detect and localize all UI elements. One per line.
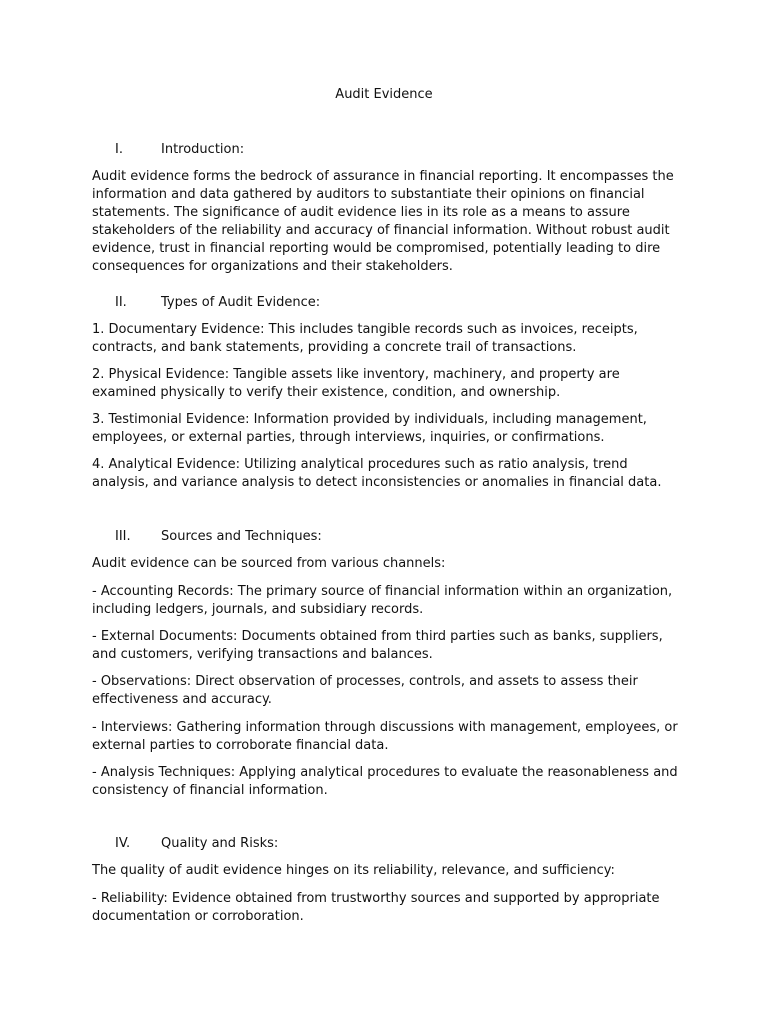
paragraph-documentary-evidence: 1. Documentary Evidence: This includes tangible records such as invoices, receipts, contracts, and bank statements, providing a concrete trail of transactions. [92, 322, 638, 355]
section-label: Sources and Techniques: [161, 529, 322, 544]
paragraph-analytical-evidence: 4. Analytical Evidence: Utilizing analytical procedures such as ratio analysis, trend analysis, and variance analysis to detect inconsistencies or anomalies in financial data. [92, 457, 662, 490]
document-title: Audit Evidence [335, 87, 433, 102]
section-label: Quality and Risks: [161, 836, 279, 851]
paragraph-accounting-records: - Accounting Records: The primary source of financial information within an organization, including ledgers, journals, and subsidiary records. [92, 584, 673, 617]
section-label: Introduction: [161, 142, 245, 157]
paragraph-reliability: - Reliability: Evidence obtained from trustworthy sources and supported by appropriate documentation or corroboration. [92, 891, 660, 924]
section-number: III. [115, 529, 131, 544]
paragraph-introduction: Audit evidence forms the bedrock of assurance in financial reporting. It encompasses the information and data gathered by auditors to substantiate their opinions on financial statements. The significance of audit evidence lies in its role as a means to assure stakeholders of the reliability and accuracy of financial information. Without robust audit evidence, trust in financial reporting would be compromised, potentially leading to dire consequences for organizations and their stakeholders. [92, 169, 674, 274]
section-number: IV. [115, 836, 131, 851]
paragraph-sources-intro: Audit evidence can be sourced from various channels: [92, 556, 446, 571]
paragraph-interviews: - Interviews: Gathering information through discussions with management, employees, or external parties to corroborate financial data. [92, 720, 678, 753]
section-number: I. [115, 142, 123, 157]
paragraph-observations: - Observations: Direct observation of processes, controls, and assets to assess their effectiveness and accuracy. [92, 674, 638, 707]
paragraph-quality-intro: The quality of audit evidence hinges on its reliability, relevance, and sufficiency: [92, 863, 615, 878]
paragraph-physical-evidence: 2. Physical Evidence: Tangible assets like inventory, machinery, and property are examined physically to verify their existence, condition, and ownership. [92, 367, 620, 400]
section-label: Types of Audit Evidence: [161, 295, 321, 310]
paragraph-analysis-techniques: - Analysis Techniques: Applying analytical procedures to evaluate the reasonableness and consistency of financial information. [92, 765, 678, 798]
paragraph-testimonial-evidence: 3. Testimonial Evidence: Information provided by individuals, including management, employees, or external parties, through interviews, inquiries, or confirmations. [92, 412, 647, 445]
paragraph-external-documents: - External Documents: Documents obtained from third parties such as banks, suppliers, and customers, verifying transactions and balances. [92, 629, 663, 662]
section-number: II. [115, 295, 127, 310]
